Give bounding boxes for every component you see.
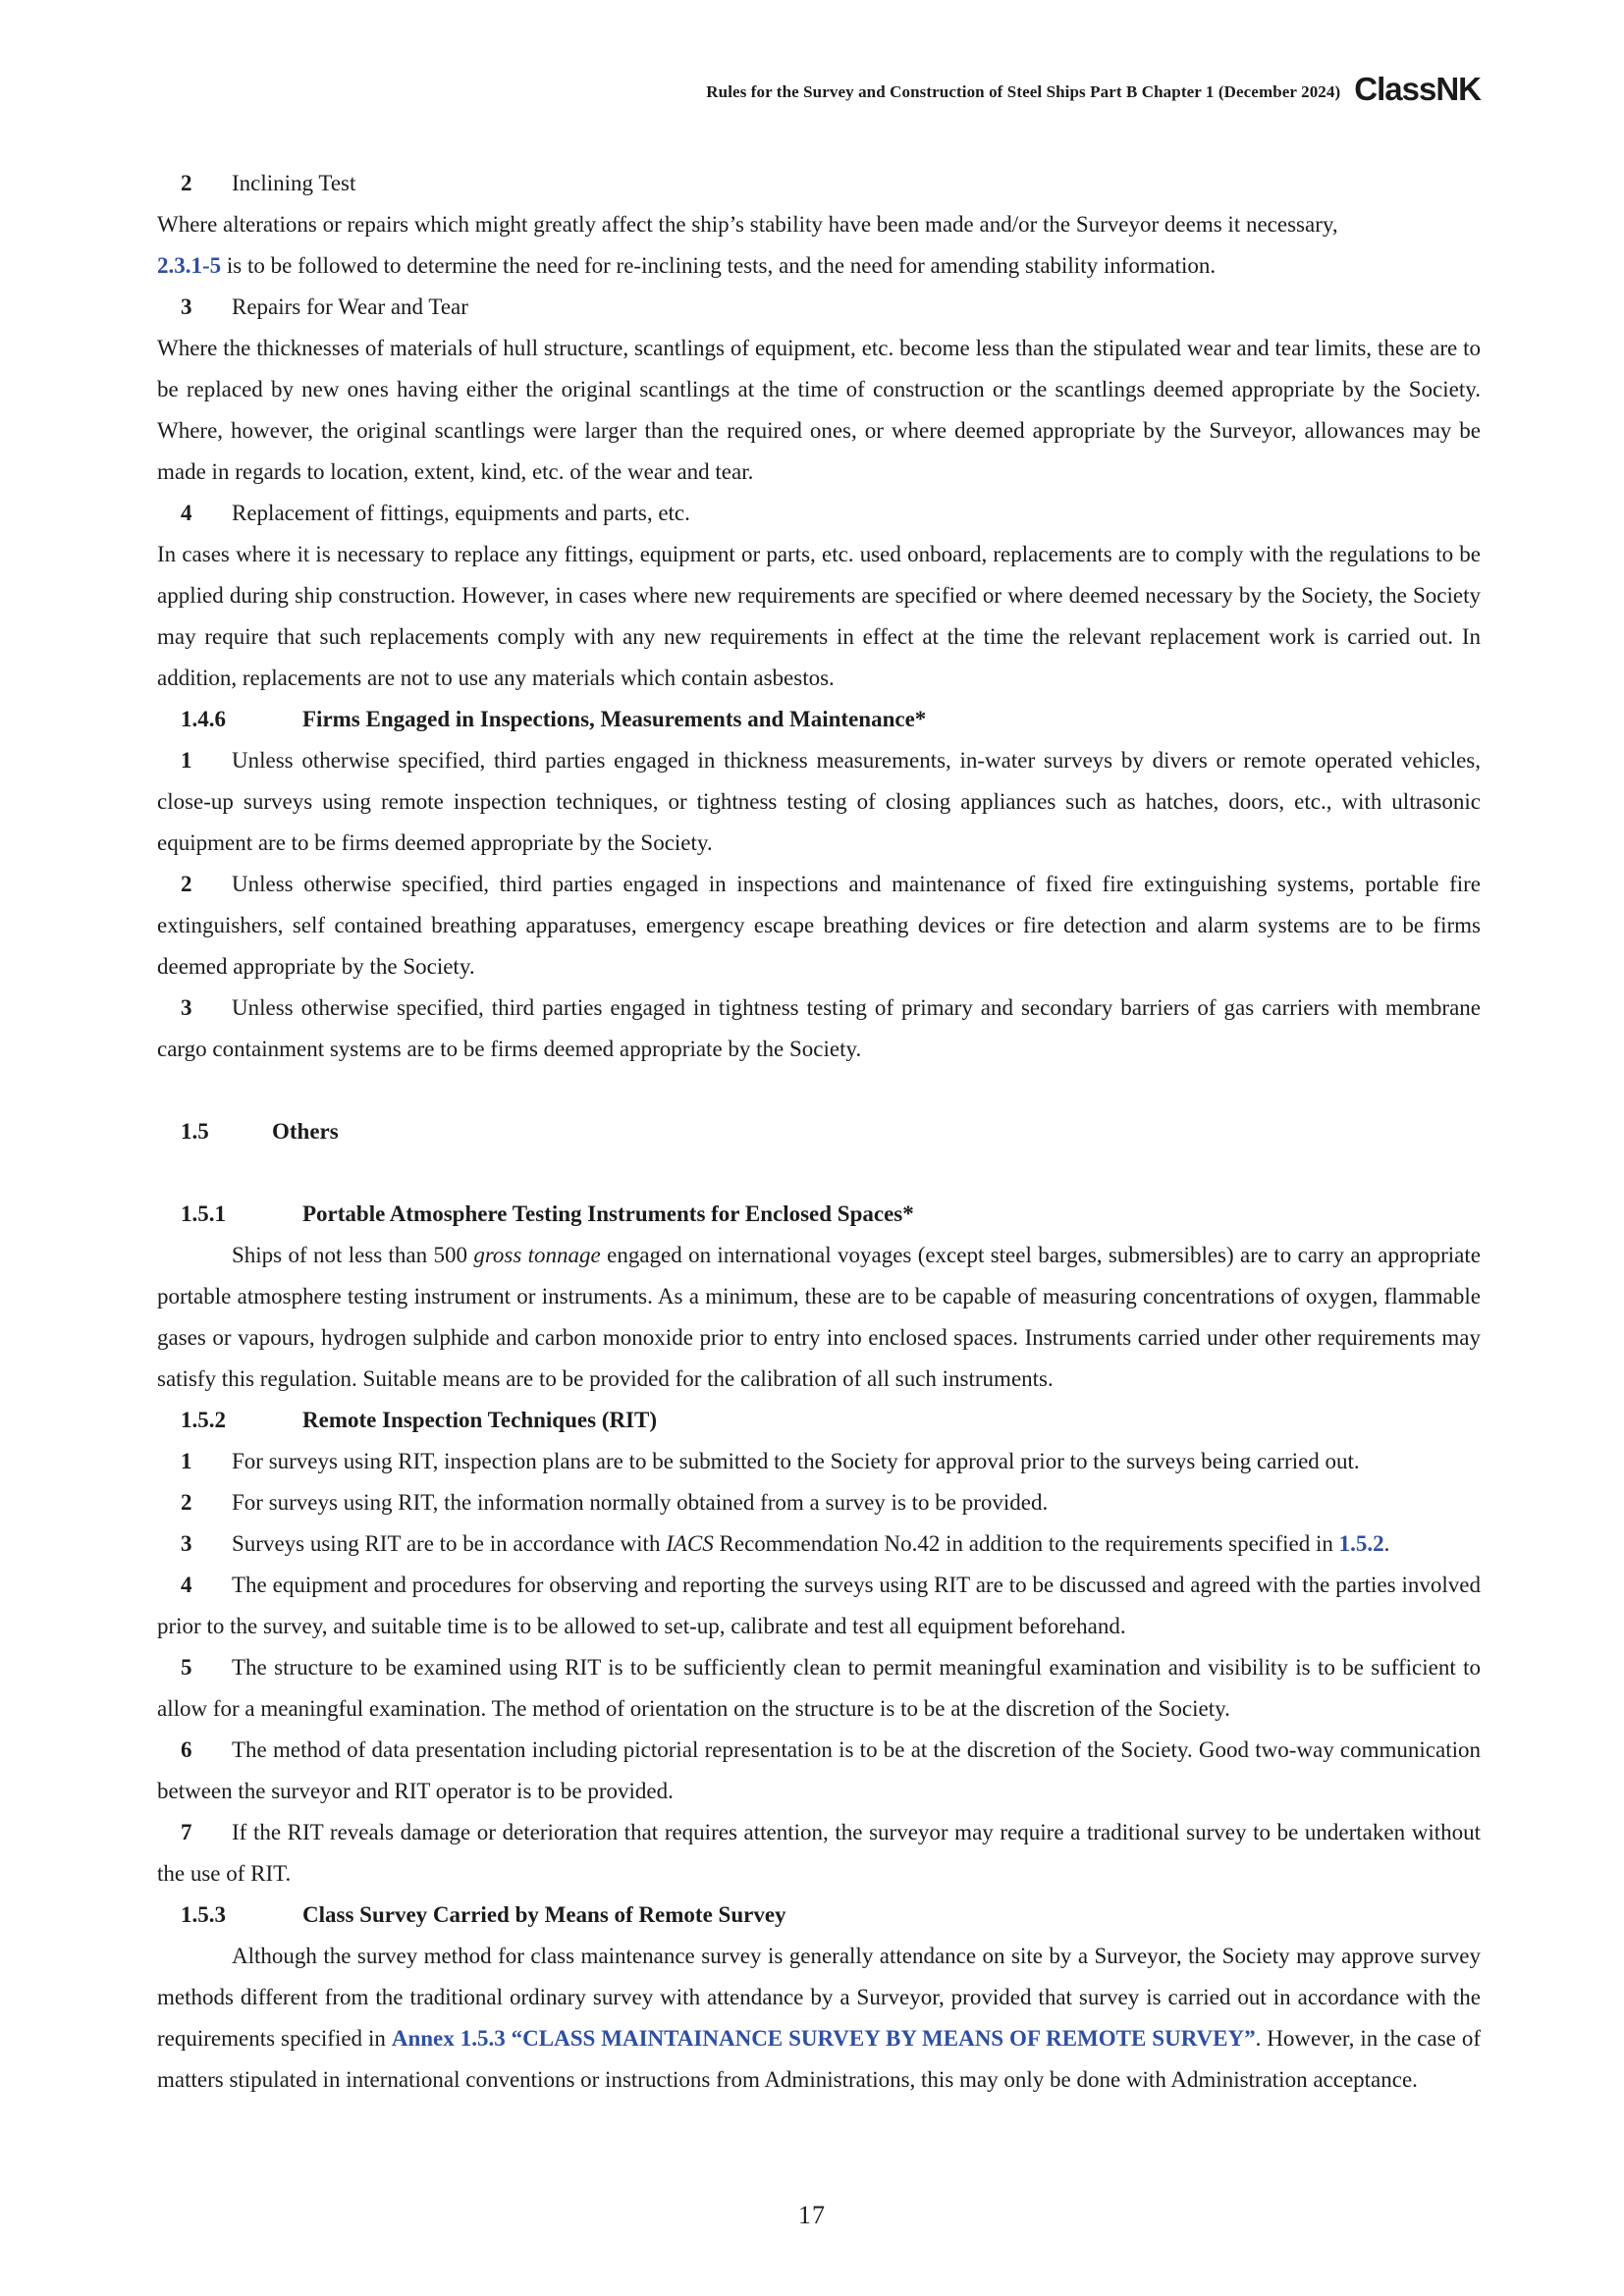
item-1-4-6-3: 3 Unless otherwise specified, third parties engaged in tightness testing of primary and secondary barriers of gas carriers with membrane cargo containment systems are to be firms deemed appropriate by the Society. xyxy=(157,995,1481,1061)
section-2-heading: 2 Inclining Test xyxy=(181,171,356,195)
page-header xyxy=(706,70,1481,112)
item-1-5-2-7: 7 If the RIT reveals damage or deterioration that requires attention, the surveyor may require a traditional survey to be undertaken without the use of RIT. xyxy=(157,1820,1481,1886)
heading-1-5-3: 1.5.3 Class Survey Carried by Means of Remote Survey xyxy=(181,1902,786,1927)
ref-link-2-3-1-5[interactable]: 2.3.1-5 xyxy=(157,253,222,278)
item-1-5-2-6: 6 The method of data presentation including pictorial representation is to be at the discretion of the Society. Good two-way communication between the surveyor and RIT operator is to be provided. xyxy=(157,1737,1481,1803)
item-1-5-2-1: 1 For surveys using RIT, inspection plans are to be submitted to the Society for approval prior to the surveys being carried out. xyxy=(181,1449,1360,1473)
item-1-5-2-3: 3 Surveys using RIT are to be in accordance with IACS Recommendation No.42 in addition to the requirements specified in 1.5.2. xyxy=(181,1531,1390,1556)
section-4-body: In cases where it is necessary to replace any fittings, equipment or parts, etc. used onboard, replacements are to comply with the regulations to be applied during ship construction. However, in cases where new requirements are specified or where deemed necessary by the Society, the Society may require that such replacements comply with any new requirements in effect at the time the relevant replacement work is carried out. In addition, replacements are not to use any materials which contain asbestos. xyxy=(157,542,1481,690)
item-1-4-6-2: 2 Unless otherwise specified, third parties engaged in inspections and maintenance of fixed fire extinguishing systems, portable fire extinguishers, self contained breathing apparatuses, emergency escape breathing devices or fire detection and alarm systems are to be firms deemed appropriate by the Society. xyxy=(157,872,1481,979)
item-1-5-2-2: 2 For surveys using RIT, the information normally obtained from a survey is to be provided. xyxy=(181,1490,1049,1515)
running-title: Rules for the Survey and Construction of Steel Ships Part B Chapter 1 (December 2024) xyxy=(706,82,1341,101)
item-1-5-2-4: 4 The equipment and procedures for observing and reporting the surveys using RIT are to be discussed and agreed with the parties involved prior to the survey, and suitable time is to be allowed to set-up, calibrate and test all equipment beforehand. xyxy=(157,1573,1481,1638)
section-1-5-3-body: Although the survey method for class maintenance survey is generally attendance on site by a Surveyor, the Society may approve survey methods different from the traditional ordinary survey with attendance by a Surveyor, provided that survey is carried out in accordance with the requirements specified in Annex 1.5.3 “CLASS MAINTAINANCE SURVEY BY MEANS OF REMOTE SURVEY”. However, in the case of matters stipulated in international conventions or instructions from Administrations, this may only be done with Administration acceptance. xyxy=(157,1944,1481,2092)
section-4-heading: 4 Replacement of fittings, equipments and parts, etc. xyxy=(181,501,690,525)
section-3-heading: 3 Repairs for Wear and Tear xyxy=(181,294,468,319)
classnk-logo: ClassNK xyxy=(1354,70,1481,107)
page-number: 17 xyxy=(798,2201,826,2229)
section-2-body: Where alterations or repairs which might greatly affect the ship’s stability have been made and/or the Surveyor deems it necessary, 2.3.1-5 is to be followed to determine the need for re-inclining tests, and the need for amending stability information. xyxy=(157,212,1338,278)
heading-1-5-1: 1.5.1 Portable Atmosphere Testing Instruments for Enclosed Spaces* xyxy=(181,1201,914,1226)
section-1-5-1-body: Ships of not less than 500 gross tonnage engaged on international voyages (except steel barges, submersibles) are to carry an appropriate portable atmosphere testing instrument or instruments. As a minimum, these are to be capable of measuring concentrations of oxygen, flammable gases or vapours, hydrogen sulphide and carbon monoxide prior to entry into enclosed spaces. Instruments carried under other requirements may satisfy this regulation. Suitable means are to be provided for the calibration of all such instruments. xyxy=(157,1243,1481,1391)
item-1-5-2-5: 5 The structure to be examined using RIT is to be sufficiently clean to permit meaningful examination and visibility is to be sufficient to allow for a meaningful examination. The method of orientation on the structure is to be at the discretion of the Society. xyxy=(157,1655,1481,1721)
heading-1-5: 1.5 Others xyxy=(181,1119,339,1144)
ref-link-annex-1-5-3[interactable]: Annex 1.5.3 “CLASS MAINTAINANCE SURVEY BY MEANS OF REMOTE SURVEY” xyxy=(391,2026,1256,2051)
heading-1-4-6: 1.4.6 Firms Engaged in Inspections, Measurements and Maintenance* xyxy=(181,707,927,731)
section-3-body: Where the thicknesses of materials of hull structure, scantlings of equipment, etc. become less than the stipulated wear and tear limits, these are to be replaced by new ones having either the original scantlings at the time of construction or the scantlings deemed appropriate by the Society. Where, however, the original scantlings were larger than the required ones, or where deemed appropriate by the Surveyor, allowances may be made in regards to location, extent, kind, etc. of the wear and tear. xyxy=(157,336,1481,484)
heading-1-5-2: 1.5.2 Remote Inspection Techniques (RIT) xyxy=(181,1408,658,1432)
ref-link-1-5-2[interactable]: 1.5.2 xyxy=(1338,1531,1384,1556)
document-body xyxy=(157,163,1481,2101)
item-1-4-6-1: 1 Unless otherwise specified, third parties engaged in thickness measurements, in-water surveys by divers or remote operated vehicles, close-up surveys using remote inspection techniques, or tightness testing of closing appliances such as hatches, doors, etc., with ultrasonic equipment are to be firms deemed appropriate by the Society. xyxy=(157,748,1481,855)
